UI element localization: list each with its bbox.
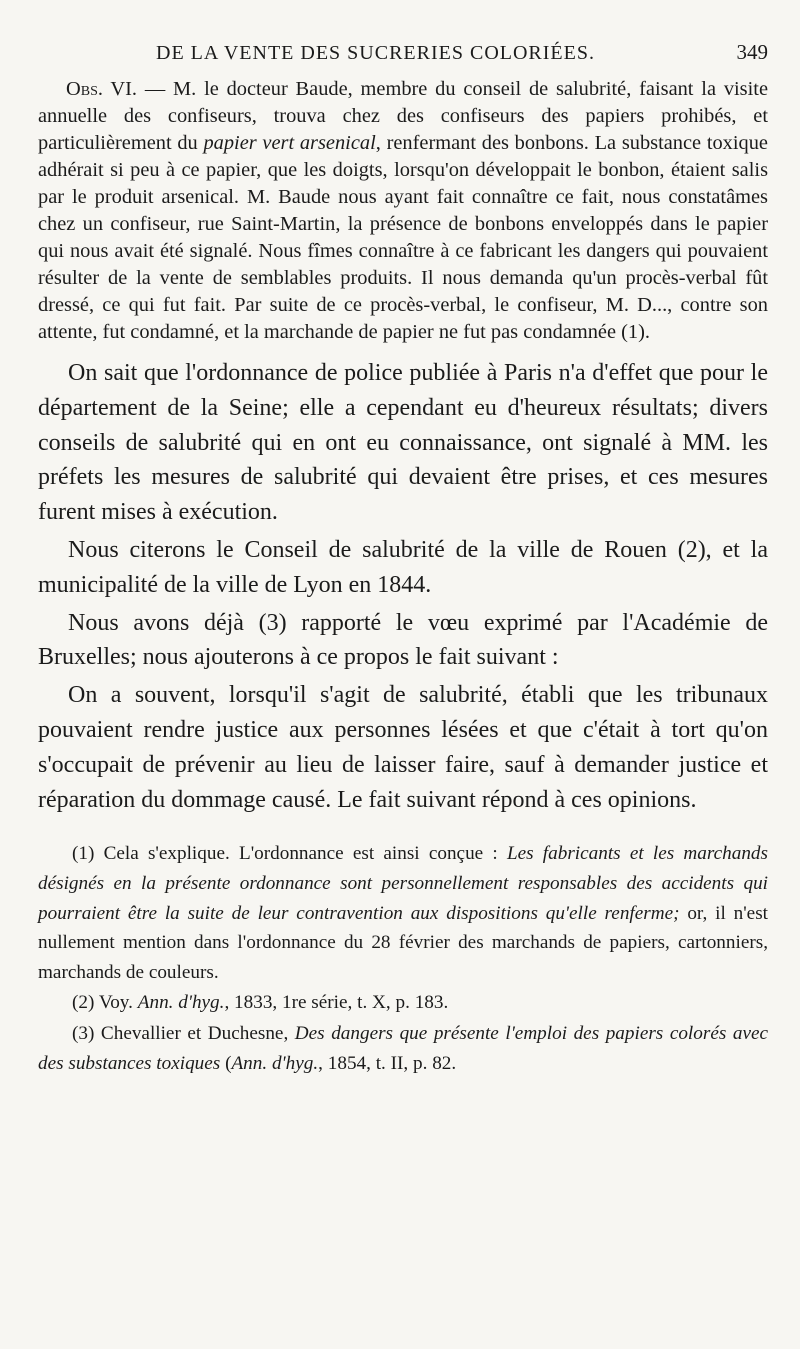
observation-italic: papier vert arsenical [203,132,376,154]
observation-dash: — [137,78,174,100]
footnote-2-text: (2) Voy. [72,992,138,1014]
book-page [38,26,768,1078]
footnote-3-title: Des dangers que présente l'emploi des papiers colorés avec des substances toxiques [38,1022,768,1074]
running-head [38,26,768,62]
footnotes [38,839,768,1078]
paragraph-salubrite: On a souvent, lorsqu'il s'agit de salubrité, établi que les tribunaux pouvaient rendre justice aux personnes lésées et que c'était à tort qu'on s'occupait de prévenir au lieu de laisser faire, sauf à demander justice et réparation du dommage causé. Le fait suivant répond à ces opinions. [38,682,768,813]
footnote-2 [38,988,768,1018]
body-text [38,356,768,817]
footnote-2-journal: Ann. d'hyg. [137,992,225,1014]
running-title: DE LA VENTE DES SUCRERIES COLORIÉES. [156,42,595,64]
observation-label: Obs. VI. [66,78,138,100]
observation-block [38,76,768,346]
page-number: 349 [736,40,768,64]
footnote-1-text-end: or, il n'est nullement mention dans l'ordonnance du 28 février des marchands de papiers, cartonniers, marchands de couleurs. [38,902,769,983]
footnote-3-authors: (3) Chevallier et Duchesne, [72,1022,295,1044]
footnote-3-paren: ( [220,1052,232,1074]
footnote-3-journal: Ann. d'hyg. [231,1052,319,1074]
footnote-1-text: (1) Cela s'explique. L'ordonnance est ainsi conçue : [72,843,507,865]
paragraph-bruxelles: Nous avons déjà (3) rapporté le vœu exprimé par l'Académie de Bruxelles; nous ajouterons à ce propos le fait suivant : [38,609,768,671]
footnote-1 [38,839,768,987]
observation-text: M. le docteur Baude, membre du conseil de salubrité, faisant la visite annuelle des confiseurs, trouva chez des confiseurs des papiers prohibés, et particulièrement du [38,78,768,154]
footnote-3-reference: , 1854, t. II, p. 82. [318,1052,457,1074]
footnote-3 [38,1019,768,1078]
paragraph-ordonnance: On sait que l'ordonnance de police publiée à Paris n'a d'effet que pour le département de la Seine; elle a cependant eu d'heureux résultats; divers conseils de salubrité qui en ont eu connaissance, ont signalé à MM. les préfets les mesures de salubrité qui devaient être prises, et ces mesures furent mises à exécution. [38,360,768,526]
paragraph-rouen-lyon: Nous citerons le Conseil de salubrité de la ville de Rouen (2), et la municipalité de la ville de Lyon en 1844. [38,536,768,598]
footnote-2-reference: , 1833, 1re série, t. X, p. 183. [224,992,449,1014]
footnote-1-quote: Les fabricants et les marchands désignés en la présente ordonnance sont personnellement responsables des accidents qui pourraient être la suite de leur contravention aux dispositions qu'elle renferme; [38,843,768,924]
observation-text-continued: , renfermant des bonbons. La substance toxique adhérait si peu à ce papier, que les doigts, lorsqu'on développait le bonbon, étaient salis par le produit arsenical. M. Baude nous ayant fait connaître ce fait, nous constatâmes chez un confiseur, rue Saint-Martin, la présence de bonbons enveloppés dans le papier qui nous avait été signalé. Nous fîmes connaître à ce fabricant les dangers qui pouvaient résulter de la vente de semblables produits. Il nous demanda qu'un procès-verbal fût dressé, ce qui fut fait. Par suite de ce procès-verbal, le confiseur, M. D..., contre son attente, fut condamné, et la marchande de papier ne fut pas condamnée (1). [38,132,768,343]
